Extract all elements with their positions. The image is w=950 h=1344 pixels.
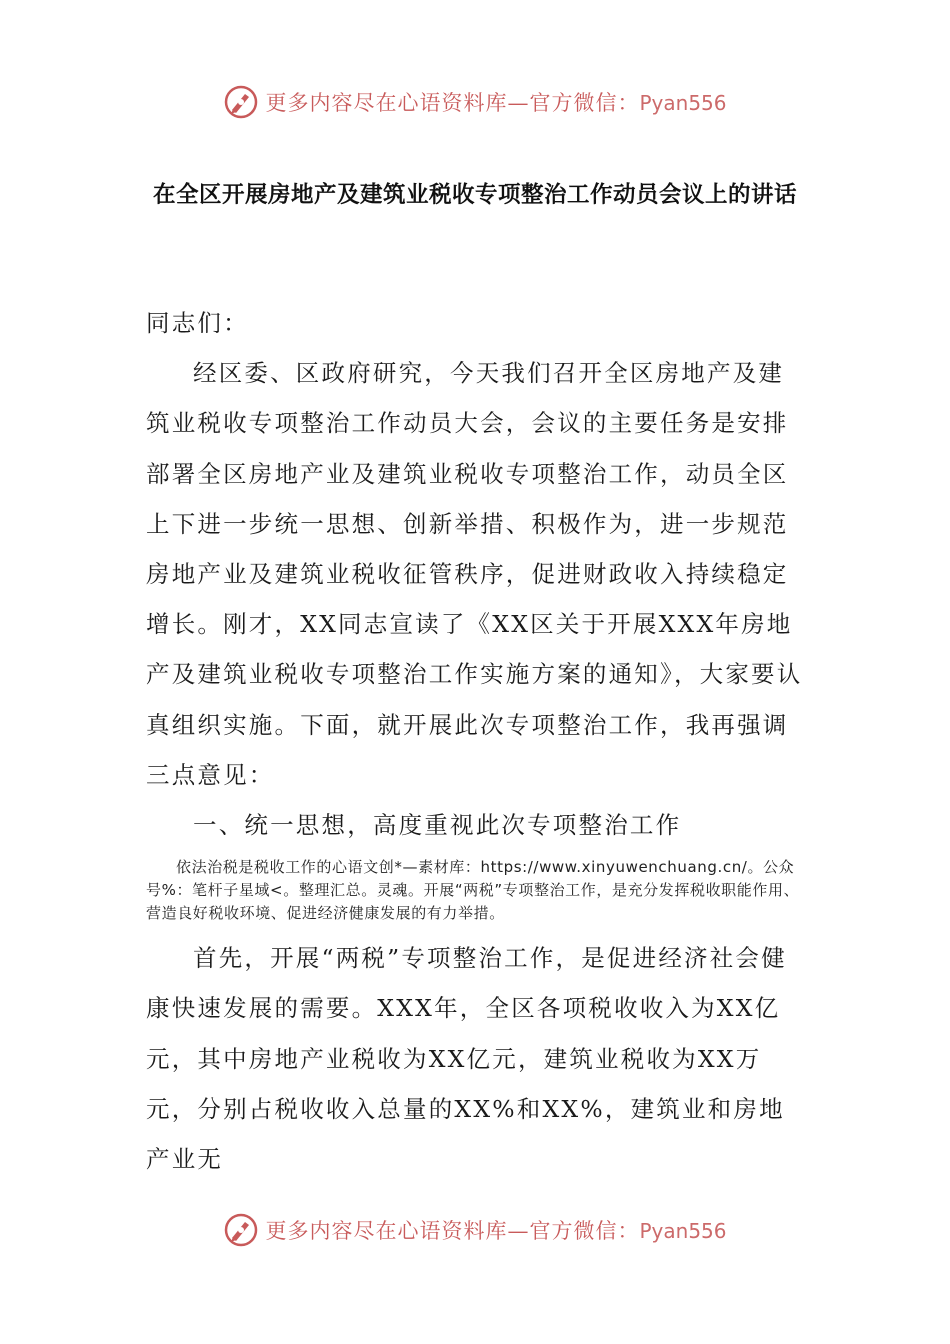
watermark-text: 更多内容尽在心语资料库—官方微信：Pyan556 <box>265 91 727 115</box>
section-heading-1: 一、统一思想，高度重视此次专项整治工作 <box>193 811 682 840</box>
watermark-text: 更多内容尽在心语资料库—官方微信：Pyan556 <box>265 1219 727 1243</box>
paragraph-intro: 经区委、区政府研究，今天我们召开全区房地产及建筑业税收专项整治工作动员大会，会议的主要任务是安排部署全区房地产业及建筑业税收专项整治工作，动员全区上下进一步统一思想、创新举措、积极作为，进一步规范房地产业及建筑业税收征管秩序，促进财政收入持续稳定增长。刚才，XX同志宣读了《XX区关于开展XXX年房地产及建筑业税收专项整治工作实施方案的通知》，大家要认真组织实施。下面，就开展此次专项整治工作，我再强调三点意见： <box>146 359 803 789</box>
paragraph-first-point: 首先，开展“两税”专项整治工作，是促进经济社会健康快速发展的需要。XXX年，全区各项税收收入为XX亿元，其中房地产业税收为XX亿元，建筑业税收为XX万元，分别占税收收入总量的XX%和XX%，建筑业和房地产业无 <box>146 944 787 1174</box>
document-title: 在全区开展房地产及建筑业税收专项整治工作动员会议上的讲话 <box>152 182 797 208</box>
watermark-banner-top <box>0 82 950 122</box>
salutation: 同志们： <box>146 309 249 337</box>
pen-logo-icon <box>223 84 259 120</box>
document-body <box>146 298 806 1184</box>
pen-logo-icon <box>223 1212 259 1248</box>
inserted-note: 依法治税是税收工作的心语文创*—素材库：https://www.xinyuwenchuang.cn/。公众号%：笔杆子星域<。整理汇总。灵魂。开展“两税”专项整治工作，是充分发挥税收职能作用、营造良好税收环境、促进经济健康发展的有力举措。 <box>146 858 800 923</box>
watermark-banner-bottom <box>0 1210 950 1250</box>
